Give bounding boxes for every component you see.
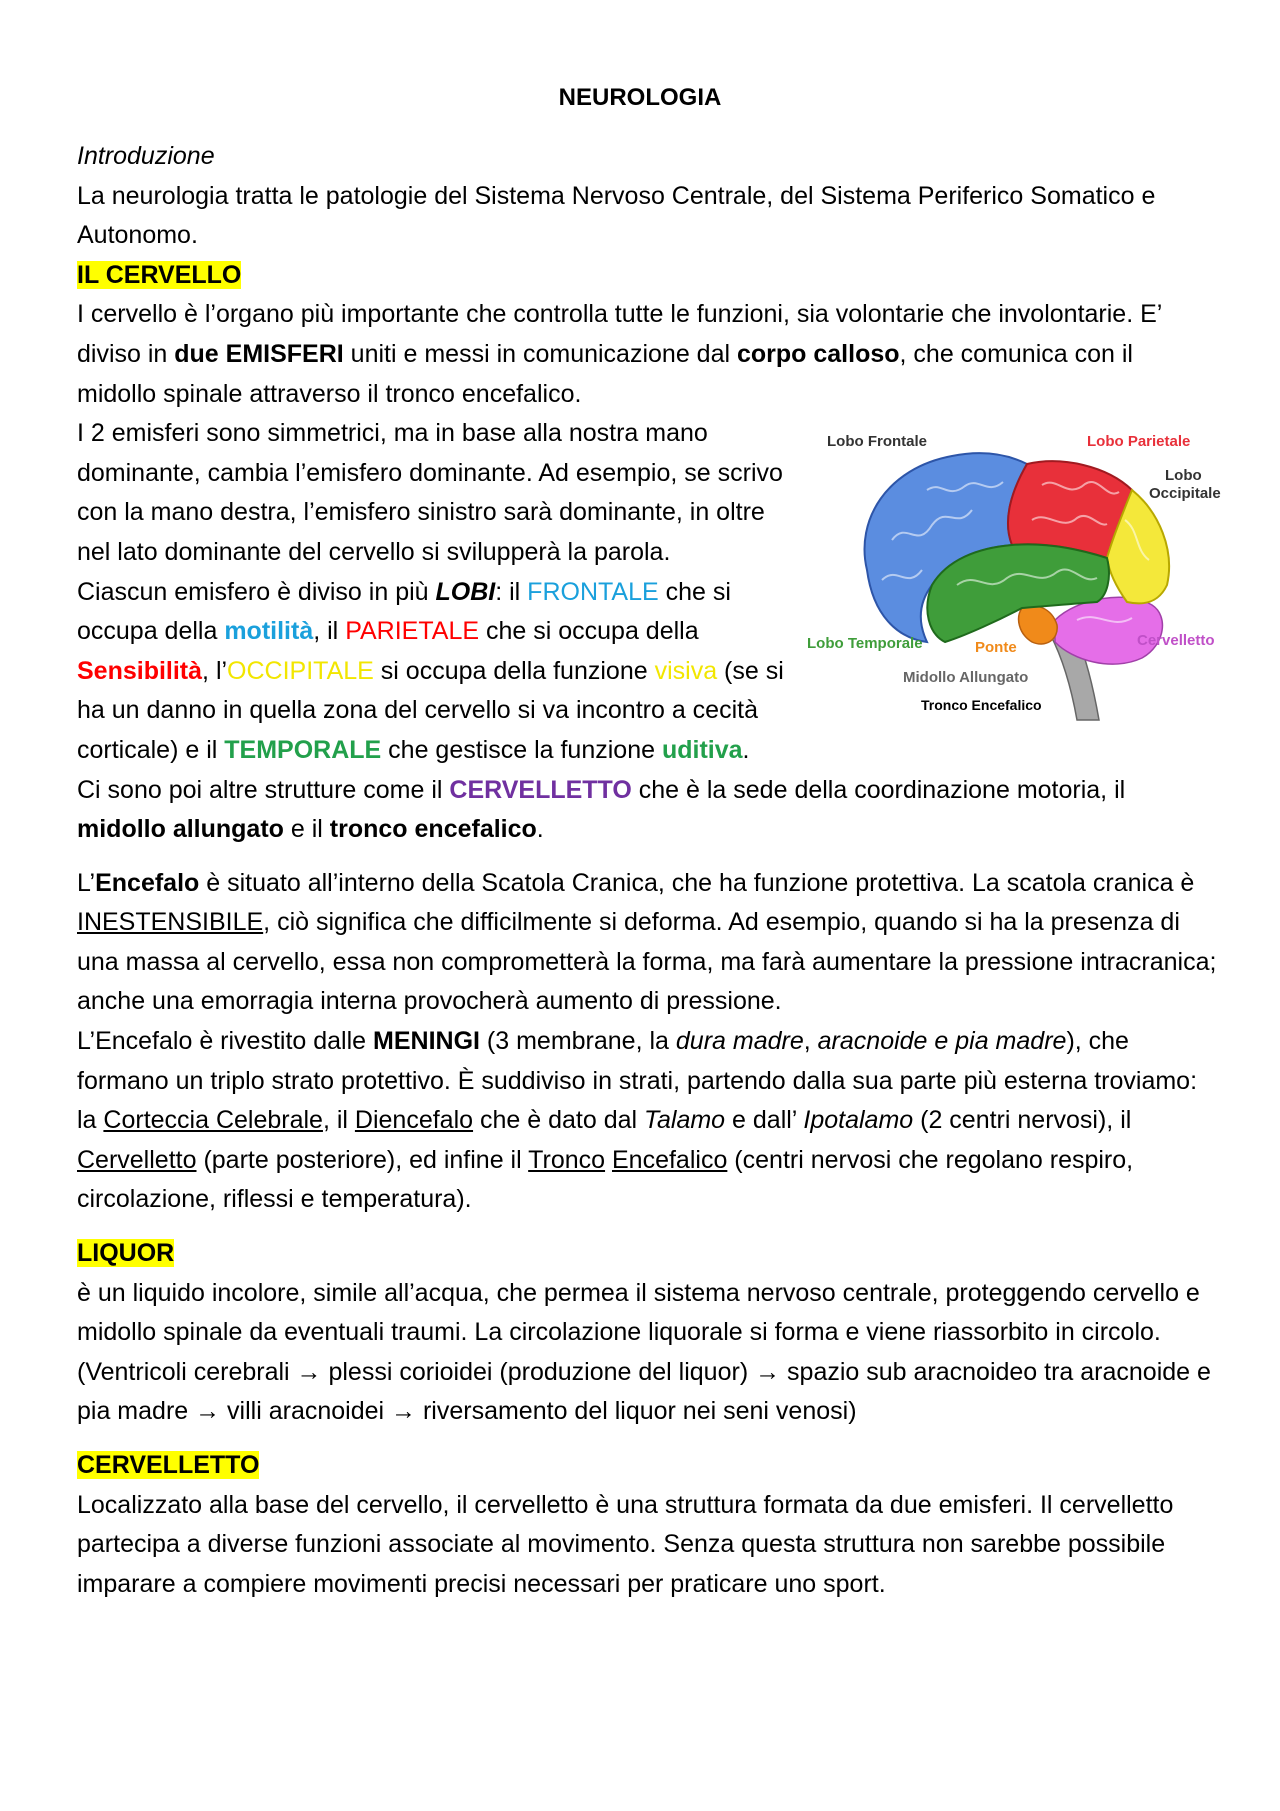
label-cervelletto: Cervelletto	[1137, 632, 1215, 650]
cervelletto-heading-text: CERVELLETTO	[77, 1451, 260, 1479]
label-lobo-frontale: Lobo Frontale	[827, 433, 927, 451]
encefalo-paragraph-2: L’Encefalo è rivestito dalle MENINGI (3 membrane, la dura madre, aracnoide e pia madre), che formano un triplo strato protettivo. È suddiviso in strati, partendo dalla sua parte più esterna troviamo: la Corteccia Celebrale, il Diencefalo che è dato dal Talamo e dall’ Ipotalamo (2 centri nervosi), il Cervelletto (parte posteriore), ed infine il Tronco Encefalico (centri nervosi che regolano respiro, circolazione, riflessi e temperatura).	[77, 1027, 1198, 1214]
liquor-text: è un liquido incolore, simile all’acqua, che permea il sistema nervoso centrale, proteggendo cervello e midollo spinale da eventuali traumi. La circolazione liquorale si forma e viene riassorbito in circolo. (Ventricoli cerebrali → plessi corioidei (produzione del liquor) → spazio sub aracnoideo tra aracnoide e pia madre → villi aracnoidei → riversamento del liquor nei seni venosi)	[77, 1278, 1211, 1426]
brain-lobes-figure	[807, 420, 1257, 730]
document-body	[77, 137, 1221, 1604]
liquor-heading	[77, 1234, 1217, 1274]
label-lobo-occipitale-2: Occipitale	[1149, 485, 1221, 503]
cervello-paragraph-2: Lobo Frontale Lobo Parietale Lobo Occipitale Lobo Temporale Ponte Cervelletto Midollo Allungato Tronco Encefalico I 2 emisferi sono simmetrici, ma in base alla nostra mano dominante, cambia l’emisfero dominante. Ad esempio, se scrivo con la mano destra, l’emisfero sinistro sarà dominante, in oltre nel lato dominante del cervello si svilupperà la parola.	[77, 414, 1217, 572]
label-midollo-allungato: Midollo Allungato	[903, 669, 1029, 687]
intro-text: La neurologia tratta le patologie del Sistema Nervoso Centrale, del Sistema Periferico Somatico e Autonomo.	[77, 181, 1156, 250]
cervello-heading	[77, 256, 1217, 296]
cervelletto-text: Localizzato alla base del cervello, il cervelletto è una struttura formata da due emisferi. Il cervelletto partecipa a diverse funzioni associate al movimento. Senza questa struttura non sarebbe possibile imparare a compiere movimenti precisi necessari per praticare uno sport.	[77, 1490, 1174, 1598]
intro-heading: Introduzione	[77, 142, 215, 170]
cervelletto-shape	[1055, 597, 1162, 664]
label-ponte: Ponte	[975, 639, 1017, 657]
cervello-paragraph-3: Ciascun emisfero è diviso in più LOBI: il FRONTALE che si occupa della motilità, il PARIETALE che si occupa della Sensibilità, l’OCCIPITALE si occupa della funzione visiva (se si ha un danno in quella zona del cervello si va incontro a cecità corticale) e il TEMPORALE che gestisce la funzione uditiva.	[77, 577, 784, 764]
cervello-paragraph-1: I cervello è l’organo più importante che controlla tutte le funzioni, sia volontarie che involontarie. E’ diviso in due EMISFERI uniti e messi in comunicazione dal corpo calloso, che comunica con il midollo spinale attraverso il tronco encefalico.	[77, 300, 1162, 408]
label-lobo-occipitale-1: Lobo	[1165, 467, 1202, 485]
encefalo-paragraph-1: L’Encefalo è situato all’interno della Scatola Cranica, che ha funzione protettiva. La scatola cranica è INESTENSIBILE, ciò significa che difficilmente si deforma. Ad esempio, quando si ha la presenza di una massa al cervello, essa non comprometterà la forma, ma farà aumentare la pressione intracranica; anche una emorragia interna provocherà aumento di pressione.	[77, 868, 1217, 1016]
label-lobo-parietale: Lobo Parietale	[1087, 433, 1191, 451]
label-lobo-temporale: Lobo Temporale	[807, 635, 923, 653]
liquor-heading-text: LIQUOR	[77, 1239, 175, 1268]
cervello-paragraph-4: Ci sono poi altre strutture come il CERVELLETTO che è la sede della coordinazione motoria, il midollo allungato e il tronco encefalico.	[77, 775, 1126, 844]
cervelletto-heading	[77, 1446, 1217, 1486]
ponte-shape	[1019, 606, 1058, 644]
document-title: NEUROLOGIA	[558, 84, 722, 111]
label-tronco-encefalico: Tronco Encefalico	[921, 697, 1042, 714]
cervello-heading-text: IL CERVELLO	[77, 260, 242, 289]
